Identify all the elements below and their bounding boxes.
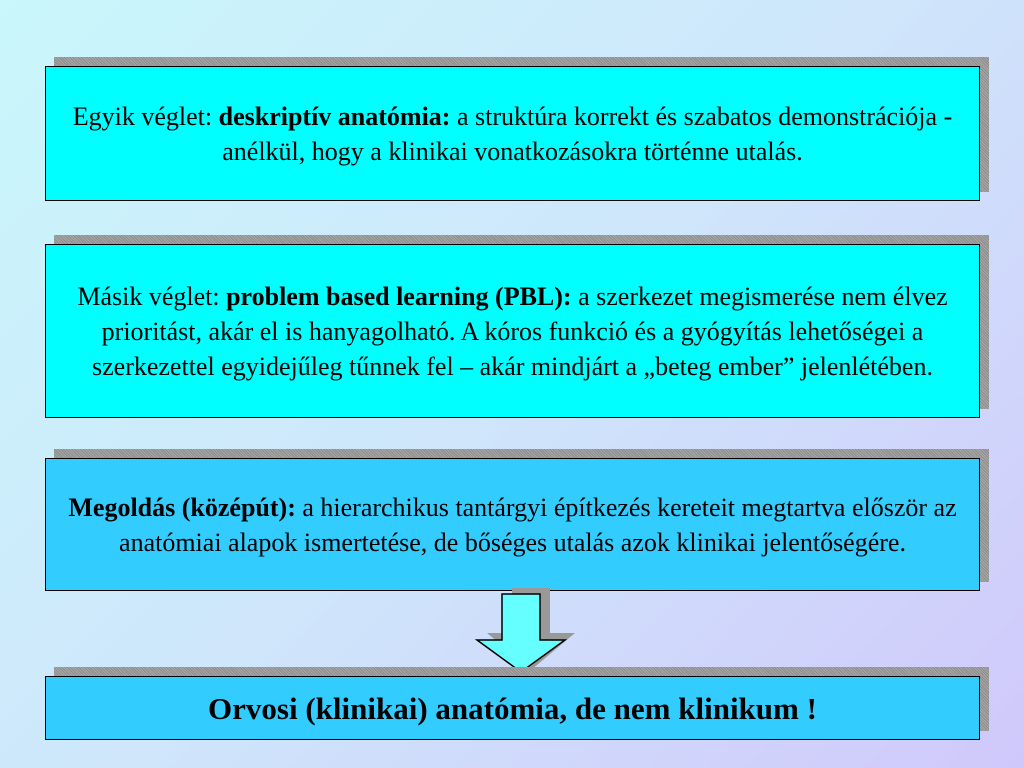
extreme-two-prefix: Másik véglet: bbox=[77, 281, 227, 311]
solution-text bbox=[46, 490, 979, 560]
extreme-one-prefix: Egyik véglet: bbox=[72, 101, 219, 131]
solution-panel bbox=[45, 458, 980, 591]
conclusion-panel bbox=[45, 676, 980, 740]
extreme-two-description: a szerkezet megismerése nem élvez prioritást, akár el is hanyagolható. A kóros funkció és a gyógyítás lehetőségei a szerkezettel egyidejűleg tűnnek fel – akár mindjárt a „beteg ember” jelenlétében. bbox=[92, 281, 948, 381]
extreme-one-text bbox=[46, 99, 979, 169]
extreme-two-panel bbox=[45, 244, 980, 418]
extreme-one-panel bbox=[45, 66, 980, 201]
extreme-two-term: problem based learning (PBL): bbox=[226, 281, 572, 311]
conclusion-box bbox=[45, 676, 980, 740]
conclusion-text: Orvosi (klinikai) anatómia, de nem klinikum ! bbox=[208, 690, 817, 726]
extreme-one-box bbox=[45, 66, 980, 201]
solution-term: Megoldás (középút): bbox=[68, 492, 296, 522]
extreme-one-term: deskriptív anatómia: bbox=[218, 101, 451, 131]
solution-box bbox=[45, 458, 980, 591]
down-arrow-icon bbox=[455, 588, 585, 678]
solution-description: a hierarchikus tantárgyi építkezés kereteit megtartva először az anatómiai alapok ismertetése, de bőséges utalás azok klinikai jelentőségére. bbox=[119, 492, 957, 557]
extreme-two-text bbox=[46, 279, 979, 384]
extreme-one-description: a struktúra korrekt és szabatos demonstrációja - anélkül, hogy a klinikai vonatkozásokra történne utalás. bbox=[222, 101, 953, 166]
extreme-two-box bbox=[45, 244, 980, 418]
